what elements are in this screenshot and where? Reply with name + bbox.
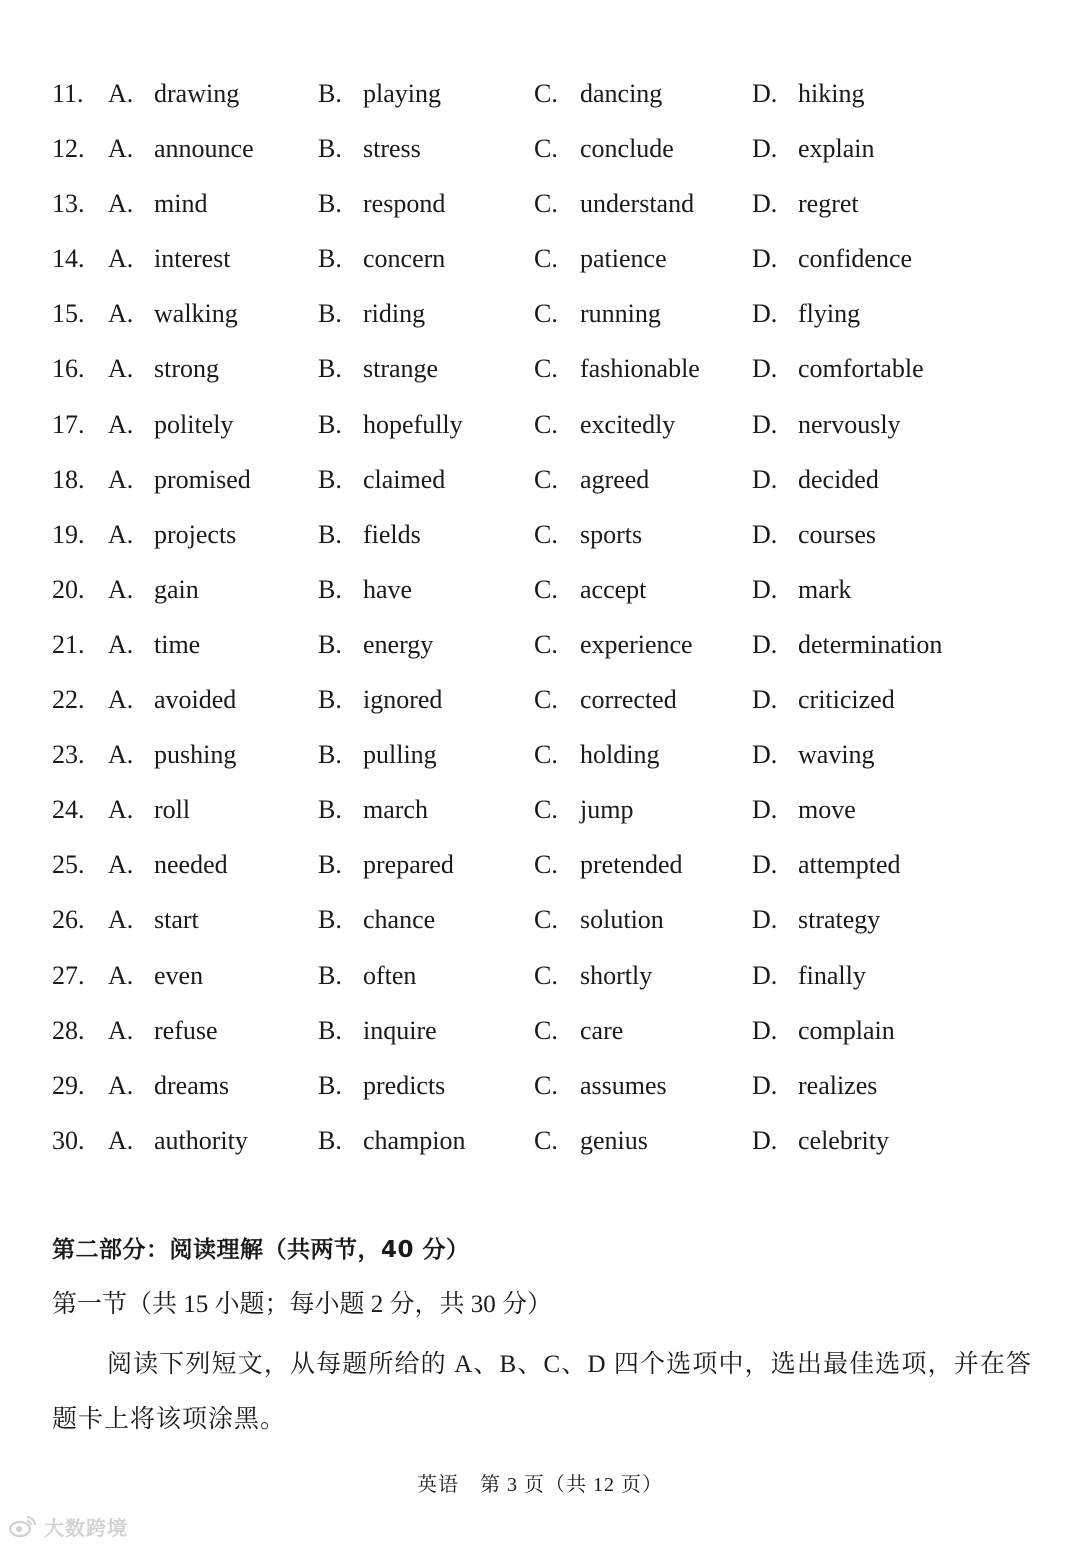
- option-text: chance: [363, 905, 436, 935]
- option-letter: B.: [318, 850, 342, 880]
- option-letter: C.: [534, 1070, 558, 1100]
- option-text: agreed: [580, 464, 650, 494]
- option-text: promised: [154, 464, 251, 494]
- option-text: strange: [363, 354, 439, 384]
- option-letter: A.: [108, 574, 134, 604]
- option-text: genius: [580, 1125, 648, 1155]
- question-row: [52, 566, 1052, 621]
- option-text: solution: [580, 905, 664, 935]
- option-letter: B.: [318, 354, 342, 384]
- section-subheading: 第一节（共 15 小题；每小题 2 分，共 30 分）: [52, 1291, 553, 1318]
- option-text: courses: [798, 519, 876, 549]
- question-row: [52, 456, 1052, 511]
- option-text: sports: [580, 519, 643, 549]
- option-letter: D.: [752, 464, 778, 494]
- question-number: 13.: [52, 189, 85, 219]
- option-text: interest: [154, 244, 231, 274]
- question-row: [52, 1117, 1052, 1172]
- option-letter: D.: [752, 134, 778, 164]
- question-row: [52, 841, 1052, 896]
- option-text: confidence: [798, 244, 913, 274]
- option-letter: B.: [318, 134, 342, 164]
- option-letter: A.: [108, 850, 134, 880]
- option-letter: A.: [108, 1125, 134, 1155]
- option-text: determination: [798, 629, 943, 659]
- option-letter: B.: [318, 1070, 342, 1100]
- option-letter: B.: [318, 795, 342, 825]
- option-text: riding: [363, 299, 426, 329]
- option-letter: D.: [752, 519, 778, 549]
- option-letter: C.: [534, 519, 558, 549]
- option-text: politely: [154, 409, 234, 439]
- option-letter: C.: [534, 464, 558, 494]
- question-row: [52, 401, 1052, 456]
- option-letter: C.: [534, 960, 558, 990]
- option-letter: C.: [534, 189, 558, 219]
- option-letter: C.: [534, 354, 558, 384]
- section-instructions: 阅读下列短文，从每题所给的 A、B、C、D 四个选项中，选出最佳选项，并在答题卡上将该项涂黑。: [52, 1351, 1032, 1433]
- option-text: hopefully: [363, 409, 463, 439]
- option-letter: B.: [318, 244, 342, 274]
- option-letter: D.: [752, 244, 778, 274]
- option-letter: D.: [752, 79, 778, 108]
- question-row: [52, 235, 1052, 290]
- option-text: conclude: [580, 134, 674, 164]
- option-text: have: [363, 574, 413, 604]
- option-text: fashionable: [580, 354, 700, 384]
- page-footer: 英语 第 3 页（共 12 页）: [417, 1474, 663, 1496]
- option-letter: A.: [108, 134, 134, 164]
- option-text: mind: [154, 189, 208, 219]
- option-text: care: [580, 1015, 624, 1045]
- option-letter: C.: [534, 409, 558, 439]
- option-text: playing: [363, 79, 441, 108]
- question-row: [52, 125, 1052, 180]
- question-number: 16.: [52, 354, 85, 384]
- option-text: shortly: [580, 960, 653, 990]
- option-letter: C.: [534, 574, 558, 604]
- option-text: predicts: [363, 1070, 446, 1100]
- section-heading: 第二部分：阅读理解（共两节，40 分）: [52, 1237, 470, 1263]
- option-text: jump: [580, 795, 634, 825]
- option-letter: B.: [318, 79, 342, 108]
- option-text: refuse: [154, 1015, 218, 1045]
- option-text: time: [154, 629, 201, 659]
- question-row: [52, 731, 1052, 786]
- option-text: mark: [798, 574, 852, 604]
- question-row: [52, 345, 1052, 400]
- option-text: flying: [798, 299, 861, 329]
- option-letter: C.: [534, 1125, 558, 1155]
- option-text: inquire: [363, 1015, 437, 1045]
- option-text: dreams: [154, 1070, 230, 1100]
- option-letter: C.: [534, 244, 558, 274]
- option-letter: A.: [108, 960, 134, 990]
- option-letter: D.: [752, 685, 778, 715]
- option-letter: B.: [318, 1015, 342, 1045]
- option-text: walking: [154, 299, 238, 329]
- option-text: pulling: [363, 740, 437, 770]
- question-row: [52, 180, 1052, 235]
- option-text: avoided: [154, 685, 237, 715]
- question-row: [52, 511, 1052, 566]
- option-letter: B.: [318, 685, 342, 715]
- question-number: 18.: [52, 464, 85, 494]
- option-letter: D.: [752, 1125, 778, 1155]
- option-letter: D.: [752, 1015, 778, 1045]
- question-list: [52, 70, 1052, 1172]
- option-letter: D.: [752, 189, 778, 219]
- question-row: [52, 896, 1052, 951]
- option-letter: A.: [108, 905, 134, 935]
- option-letter: A.: [108, 740, 134, 770]
- option-letter: C.: [534, 134, 558, 164]
- option-text: march: [363, 795, 428, 825]
- question-number: 27.: [52, 960, 85, 990]
- option-text: nervously: [798, 409, 901, 439]
- option-letter: B.: [318, 960, 342, 990]
- question-number: 25.: [52, 850, 85, 880]
- option-letter: A.: [108, 795, 134, 825]
- option-letter: C.: [534, 299, 558, 329]
- option-letter: A.: [108, 1070, 134, 1100]
- option-letter: B.: [318, 464, 342, 494]
- option-text: dancing: [580, 79, 663, 108]
- option-text: champion: [363, 1125, 466, 1155]
- question-row: [52, 70, 1052, 125]
- option-letter: D.: [752, 960, 778, 990]
- question-row: [52, 621, 1052, 676]
- option-letter: C.: [534, 795, 558, 825]
- question-number: 29.: [52, 1070, 85, 1100]
- option-letter: A.: [108, 464, 134, 494]
- question-number: 14.: [52, 244, 85, 274]
- option-letter: B.: [318, 519, 342, 549]
- option-text: start: [154, 905, 199, 935]
- option-text: drawing: [154, 79, 240, 108]
- option-text: respond: [363, 189, 446, 219]
- option-text: decided: [798, 464, 879, 494]
- option-letter: A.: [108, 244, 134, 274]
- option-text: waving: [798, 740, 875, 770]
- option-letter: A.: [108, 519, 134, 549]
- question-number: 19.: [52, 519, 85, 549]
- question-row: [52, 952, 1052, 1007]
- option-letter: C.: [534, 685, 558, 715]
- option-text: excitedly: [580, 409, 676, 439]
- option-text: energy: [363, 629, 434, 659]
- option-text: authority: [154, 1125, 248, 1155]
- option-letter: D.: [752, 629, 778, 659]
- option-text: complain: [798, 1015, 895, 1045]
- option-letter: D.: [752, 1070, 778, 1100]
- watermark: [8, 1510, 128, 1542]
- question-number: 21.: [52, 629, 85, 659]
- question-number: 15.: [52, 299, 85, 329]
- option-text: fields: [363, 519, 421, 549]
- question-number: 24.: [52, 795, 85, 825]
- option-letter: A.: [108, 354, 134, 384]
- option-letter: A.: [108, 1015, 134, 1045]
- question-row: [52, 290, 1052, 345]
- watermark-text: 大数跨境: [44, 1515, 128, 1540]
- option-text: running: [580, 299, 661, 329]
- option-letter: B.: [318, 409, 342, 439]
- option-letter: A.: [108, 409, 134, 439]
- option-letter: D.: [752, 574, 778, 604]
- option-text: patience: [580, 244, 667, 274]
- option-text: projects: [154, 519, 237, 549]
- option-text: needed: [154, 850, 228, 880]
- question-number: 23.: [52, 740, 85, 770]
- option-text: comfortable: [798, 354, 924, 384]
- option-text: concern: [363, 244, 446, 274]
- weibo-logo-icon: [8, 1513, 38, 1539]
- option-letter: D.: [752, 354, 778, 384]
- option-letter: A.: [108, 685, 134, 715]
- option-letter: B.: [318, 740, 342, 770]
- option-text: attempted: [798, 850, 901, 880]
- option-text: assumes: [580, 1070, 667, 1100]
- option-letter: C.: [534, 1015, 558, 1045]
- option-text: criticized: [798, 685, 895, 715]
- option-text: ignored: [363, 685, 443, 715]
- option-text: often: [363, 960, 417, 990]
- option-letter: B.: [318, 299, 342, 329]
- option-letter: B.: [318, 189, 342, 219]
- option-letter: C.: [534, 740, 558, 770]
- option-text: experience: [580, 629, 693, 659]
- option-letter: D.: [752, 409, 778, 439]
- option-letter: A.: [108, 79, 134, 108]
- option-letter: D.: [752, 795, 778, 825]
- question-row: [52, 1062, 1052, 1117]
- question-number: 28.: [52, 1015, 85, 1045]
- question-number: 11.: [52, 79, 84, 108]
- option-text: roll: [154, 795, 191, 825]
- option-text: strong: [154, 354, 219, 384]
- option-letter: D.: [752, 905, 778, 935]
- option-letter: D.: [752, 850, 778, 880]
- option-text: pretended: [580, 850, 683, 880]
- option-letter: D.: [752, 299, 778, 329]
- option-letter: B.: [318, 1125, 342, 1155]
- option-letter: B.: [318, 905, 342, 935]
- option-text: celebrity: [798, 1125, 889, 1155]
- option-text: accept: [580, 574, 647, 604]
- option-letter: A.: [108, 189, 134, 219]
- option-letter: B.: [318, 629, 342, 659]
- option-letter: C.: [534, 905, 558, 935]
- reading-section: [52, 1227, 1032, 1447]
- question-number: 26.: [52, 905, 85, 935]
- question-number: 22.: [52, 685, 85, 715]
- option-letter: A.: [108, 299, 134, 329]
- option-text: even: [154, 960, 204, 990]
- option-letter: A.: [108, 629, 134, 659]
- option-text: understand: [580, 189, 695, 219]
- option-text: move: [798, 795, 856, 825]
- question-row: [52, 676, 1052, 731]
- option-text: strategy: [798, 905, 881, 935]
- option-text: finally: [798, 960, 866, 990]
- question-number: 17.: [52, 409, 85, 439]
- option-text: stress: [363, 134, 421, 164]
- option-text: claimed: [363, 464, 446, 494]
- question-number: 30.: [52, 1125, 85, 1155]
- option-text: prepared: [363, 850, 454, 880]
- question-number: 20.: [52, 574, 85, 604]
- option-text: holding: [580, 740, 660, 770]
- option-text: corrected: [580, 685, 677, 715]
- question-row: [52, 1007, 1052, 1062]
- option-text: pushing: [154, 740, 237, 770]
- option-letter: C.: [534, 79, 558, 108]
- question-number: 12.: [52, 134, 85, 164]
- option-letter: C.: [534, 850, 558, 880]
- option-letter: C.: [534, 629, 558, 659]
- option-text: gain: [154, 574, 199, 604]
- option-text: hiking: [798, 79, 865, 108]
- question-row: [52, 786, 1052, 841]
- option-text: regret: [798, 189, 859, 219]
- option-text: realizes: [798, 1070, 878, 1100]
- option-text: explain: [798, 134, 875, 164]
- option-text: announce: [154, 134, 254, 164]
- option-letter: D.: [752, 740, 778, 770]
- option-letter: B.: [318, 574, 342, 604]
